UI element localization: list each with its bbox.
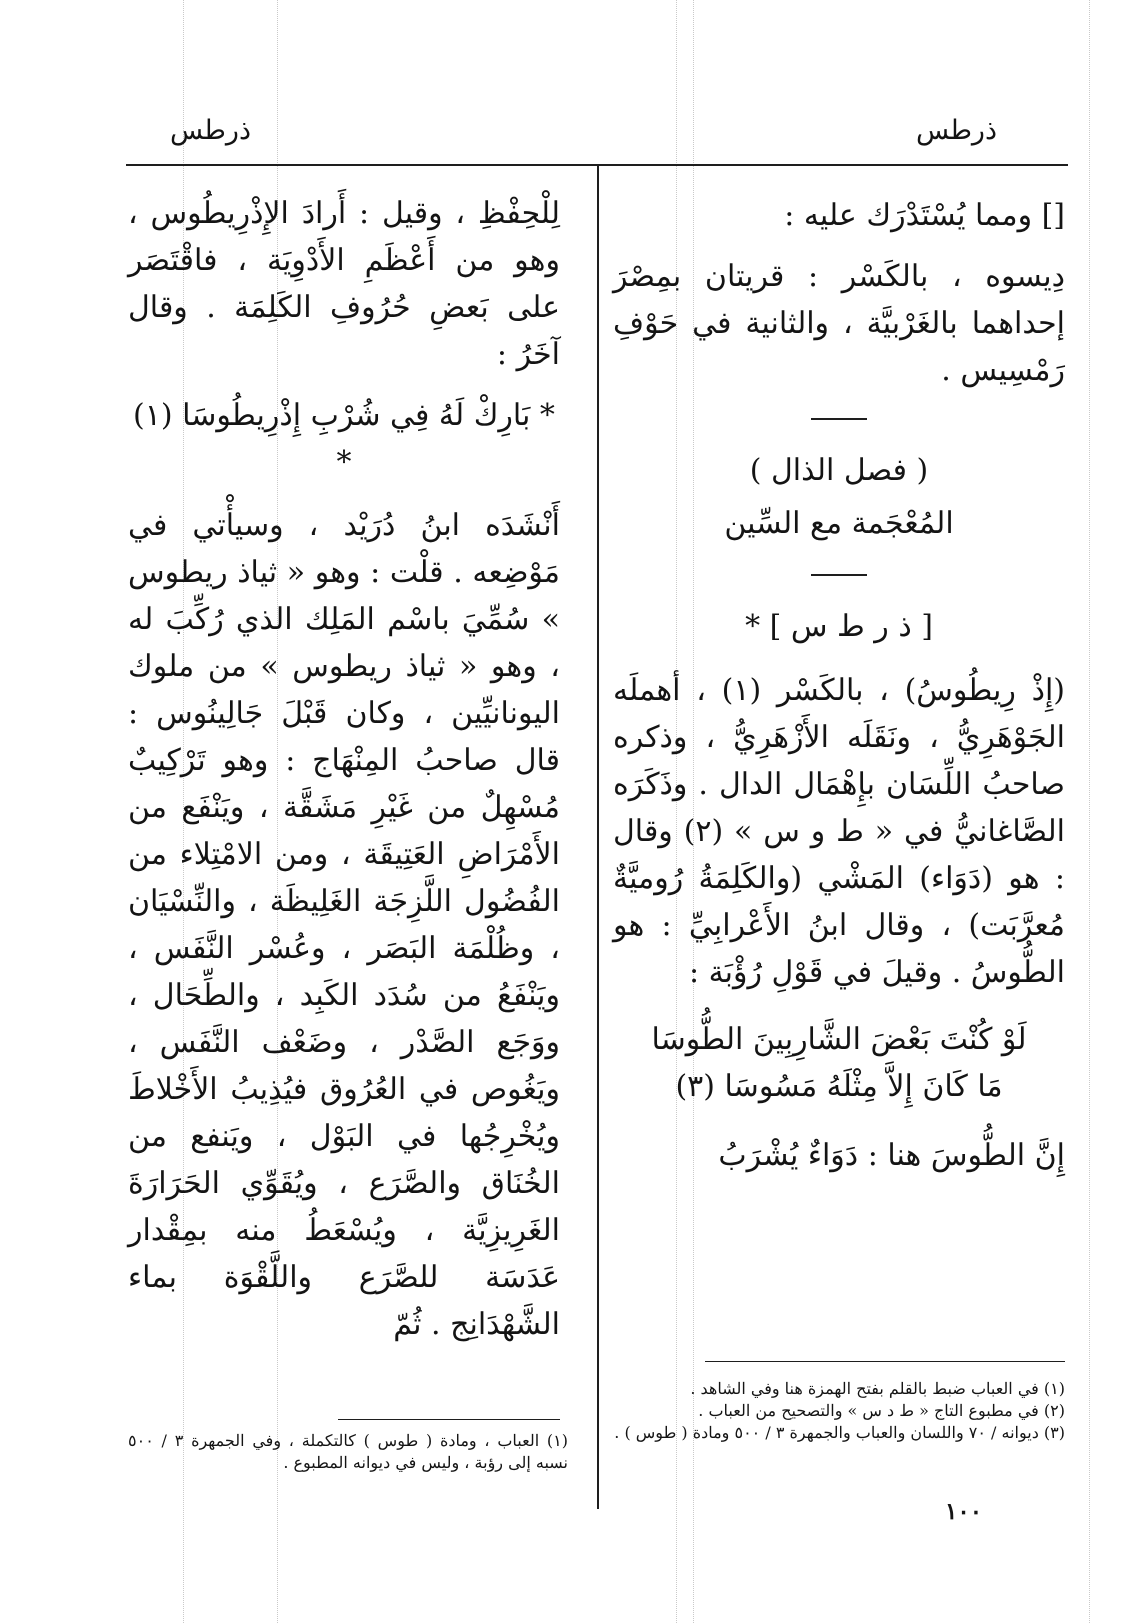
entry-diso: دِيسوه ، بالكَسْر : قريتان بمِصْرَ إحداهما بالغَرْبيَّة ، والثانية في حَوْفِ رَمْسِيس . <box>613 259 1065 388</box>
footnotes-left <box>128 1430 568 1474</box>
root-heading: [ ذ ر ط س ] * <box>745 609 933 644</box>
running-header-left: ذرطس <box>170 115 251 146</box>
scan-artifact-line <box>1089 0 1090 1623</box>
section-title: ( فصل الذال ) <box>749 453 929 488</box>
footnote: (٣) ديوانه / ٧٠ واللسان والعباب والجمهرة ٣ / ٥٠٠ ومادة ( طوس ) . <box>614 1423 1065 1442</box>
section-subtitle: المُعْجَمة مع السِّين <box>724 506 954 541</box>
addendum-intro: [] ومما يُسْتَدْرَك عليه : <box>784 198 1065 233</box>
running-header-right: ذرطس <box>916 115 997 146</box>
column-divider <box>597 164 599 1509</box>
verse-line: لَوْ كُنْتَ بَعْضَ الشَّارِبِينَ الطُّوسَا <box>651 1022 1027 1057</box>
entry-continuation: إِنَّ الطُّوسَ هنا : دَوَاءٌ يُشْرَبُ <box>718 1138 1065 1173</box>
entry-continued-text: لِلْحِفْظِ ، وقيل : أَرادَ الإِذْرِيطُوس ، وهو من أَعْظَمِ الأَدْوِيَة ، فاقْتَصَر على بَعضِ حُرُوفِ الكَلِمَة . وقال آخَرُ : <box>128 196 560 372</box>
verse-block <box>613 1016 1065 1110</box>
footnotes-right <box>605 1378 1065 1444</box>
footnote-rule <box>338 1419 560 1420</box>
verse-line: * بَارِكْ لَهُ فِي شُرْبِ إِذْرِيطُوسَا (١) * <box>133 398 555 480</box>
verse-line: مَا كَانَ إِلاَّ مِثْلَهُ مَسُوسَا (٣) <box>675 1069 1003 1104</box>
footnote: (٢) في مطبوع التاج « ط د س » والتصحيح من العباب . <box>698 1401 1065 1420</box>
left-column <box>128 190 560 1348</box>
footnote: (١) في العباب ضبط بالقلم بفتح الهمزة هنا وفي الشاهد . <box>690 1379 1065 1398</box>
main-entry: (إِذْ رِيطُوسُ) ، بالكَسْر (١) ، أهملَه الجَوْهَرِيُّ ، ونَقَلَه الأَزْهَرِيُّ ، وذكره صاحبُ اللِّسَان بإِهْمَال الدال . وذَكَرَه الصَّاغانيُّ في « ط و س » (٢) وقال : هو (دَوَاء) المَشْي (والكَلِمَةُ رُوميَّةٌ مُعرَّبَت) ، وقال ابنُ الأَعْرابِيِّ : هو الطُّوسُ . وقيلَ في قَوْلِ رُؤْبَة : <box>613 673 1065 990</box>
entry-body: أَنْشَدَه ابنُ دُرَيْد ، وسيأْتي في مَوْضِعه . قلْت : وهو « ثياذ ريطوس » سُمِّيَ باسْم المَلِك الذي رُكِّبَ له ، وهو « ثياذ ريطوس » من ملوك اليونانيِّين ، وكان قَبْلَ جَالِينُوس : قال صاحبُ المِنْهَاج : وهو تَرْكِيبٌ مُسْهِلٌ من غَيْرِ مَشَقَّة ، ويَنْفَع من الأَمْرَاضِ العَتِيقَة ، ومن الامْتِلاء من الفُضُول اللَّزِجَة الغَلِيظَة ، والنِّسْيَان ، وظُلْمَة البَصَر ، وعُسْر النَّفَس ، ويَنْفَعُ من سُدَد الكَبِد ، والطِّحَال ، ووَجَع الصَّدْر ، وضَعْف النَّفَس ، ويَغُوص في العُرُوق فيُذِيبُ الأَخْلاطَ ويُخْرِجُها في البَوْل ، ويَنفع من الخُنَاق والصَّرَع ، ويُقَوِّي الحَرَارَةَ الغَرِيزِيَّة ، ويُسْعَطُ منه بمِقْدار عَدَسَة للصَّرَع واللَّقْوَة بماء الشَّهْدَانِج . ثُمّ <box>128 508 560 1342</box>
page-number: ١٠٠ <box>945 1498 983 1525</box>
section-rule-bottom <box>811 574 867 576</box>
right-column <box>613 192 1065 1179</box>
section-rule-top <box>811 418 867 420</box>
footnote: (١) العباب ، ومادة ( طوس ) كالتكملة ، وفي الجمهرة ٣ / ٥٠٠ نسبه إلى رؤبة ، وليس في ديوانه المطبوع . <box>128 1431 569 1472</box>
footnote-rule <box>705 1361 1065 1362</box>
